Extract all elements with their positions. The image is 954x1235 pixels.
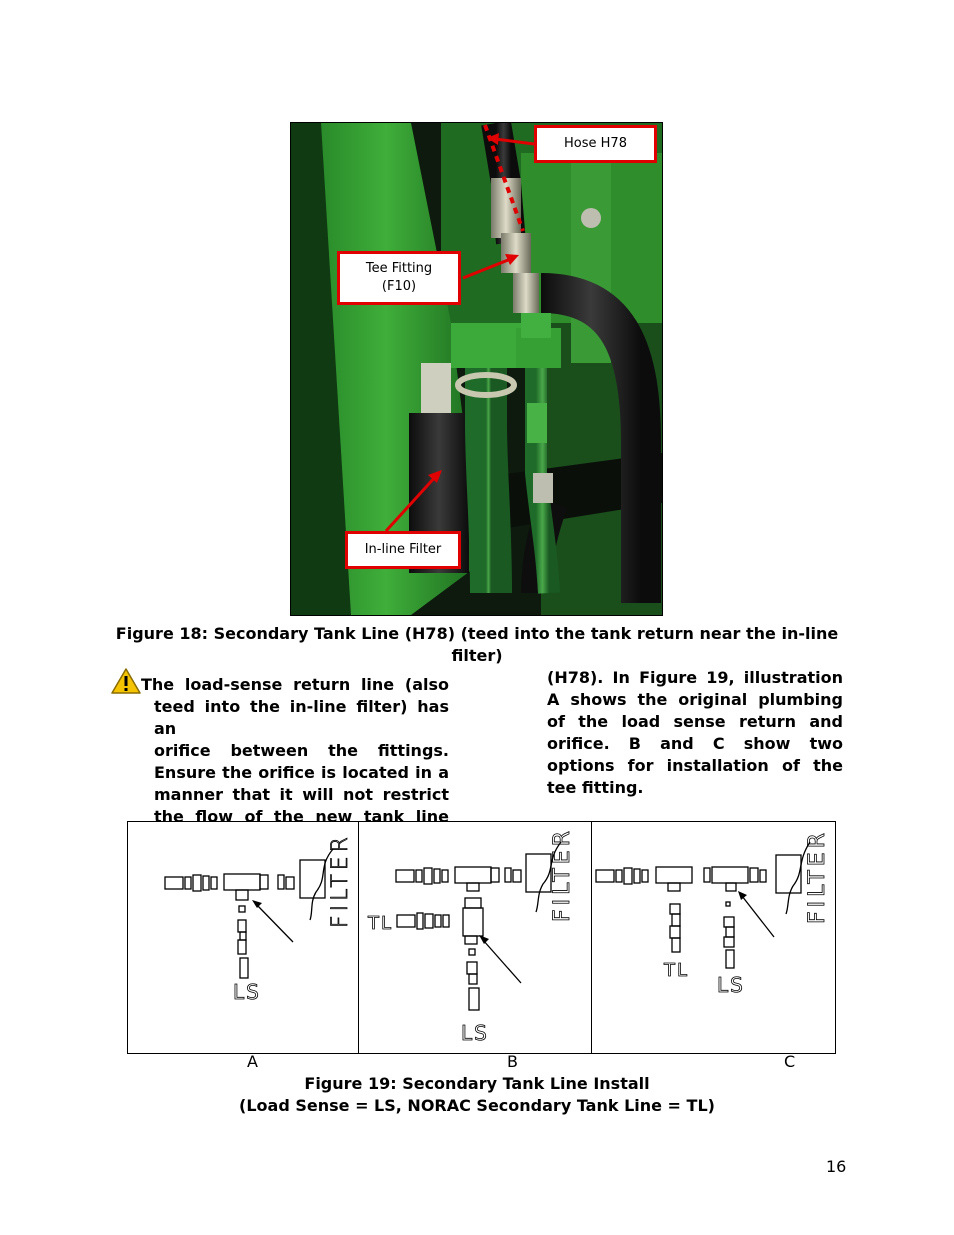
figure-19-caption-line1: Figure 19: Secondary Tank Line Install xyxy=(304,1074,650,1093)
inline-filter-label: In-line Filter xyxy=(364,542,442,557)
tee-fitting-label: Tee Fitting xyxy=(365,261,433,276)
tee-fitting-code: (F10) xyxy=(381,279,417,294)
ls-label: LS xyxy=(233,980,261,1004)
figure-18-caption-line2: filter) xyxy=(451,646,503,665)
diagram-label-b: B xyxy=(507,1052,518,1071)
filter-label: FILTER xyxy=(550,827,575,922)
filter-label: FILTER xyxy=(328,833,353,928)
warning-line: the flow of the new tank line xyxy=(154,807,449,826)
figure-18-caption-line1: Figure 18: Secondary Tank Line (H78) (teed into the tank return near the in-line xyxy=(115,624,839,643)
diagram-a-plumbing xyxy=(128,822,358,1053)
hose-h78-label: Hose H78 xyxy=(564,136,627,151)
warning-line: teed into the in-line filter) has an xyxy=(154,697,449,738)
warning-line: Ensure the orifice is located in a xyxy=(154,763,449,782)
inline-filter-callout xyxy=(345,531,461,569)
diagram-b-plumbing xyxy=(359,822,591,1053)
diagram-panel-c xyxy=(592,822,835,1053)
filter-label: FILTER xyxy=(805,829,830,924)
diagram-panel-b xyxy=(359,822,592,1053)
figure-18-photo xyxy=(290,122,663,616)
right-column-paragraph: (H78). In Figure 19, illustration A shows the original plumbing of the load sense return and orifice. B and C show two options for installation of the tee fitting. xyxy=(547,668,843,797)
tl-label: TL xyxy=(368,913,394,934)
diagram-label-a: A xyxy=(247,1052,258,1071)
tee-fitting-callout xyxy=(337,251,461,305)
diagram-label-c: C xyxy=(784,1052,796,1071)
diagram-panel-a xyxy=(128,822,359,1053)
ls-label: LS xyxy=(717,973,745,997)
right-column-text xyxy=(547,667,843,799)
figure-19-caption xyxy=(100,1073,854,1117)
hose-h78-callout xyxy=(534,125,657,163)
figure-19-caption-line2: (Load Sense = LS, NORAC Secondary Tank Line = TL) xyxy=(239,1096,715,1115)
ls-label: LS xyxy=(461,1021,489,1045)
warning-text xyxy=(141,674,449,828)
warning-line: manner that it will not restrict xyxy=(154,785,449,804)
tl-label: TL xyxy=(664,960,690,981)
warning-line: The load-sense return line (also xyxy=(141,675,449,694)
warning-line: orifice between the fittings. xyxy=(154,741,449,760)
page-number: 16 xyxy=(826,1157,847,1176)
warning-triangle-icon xyxy=(111,668,141,694)
figure-19-diagrams xyxy=(127,821,836,1054)
figure-18-caption xyxy=(100,623,854,667)
diagram-c-plumbing xyxy=(592,822,835,1053)
